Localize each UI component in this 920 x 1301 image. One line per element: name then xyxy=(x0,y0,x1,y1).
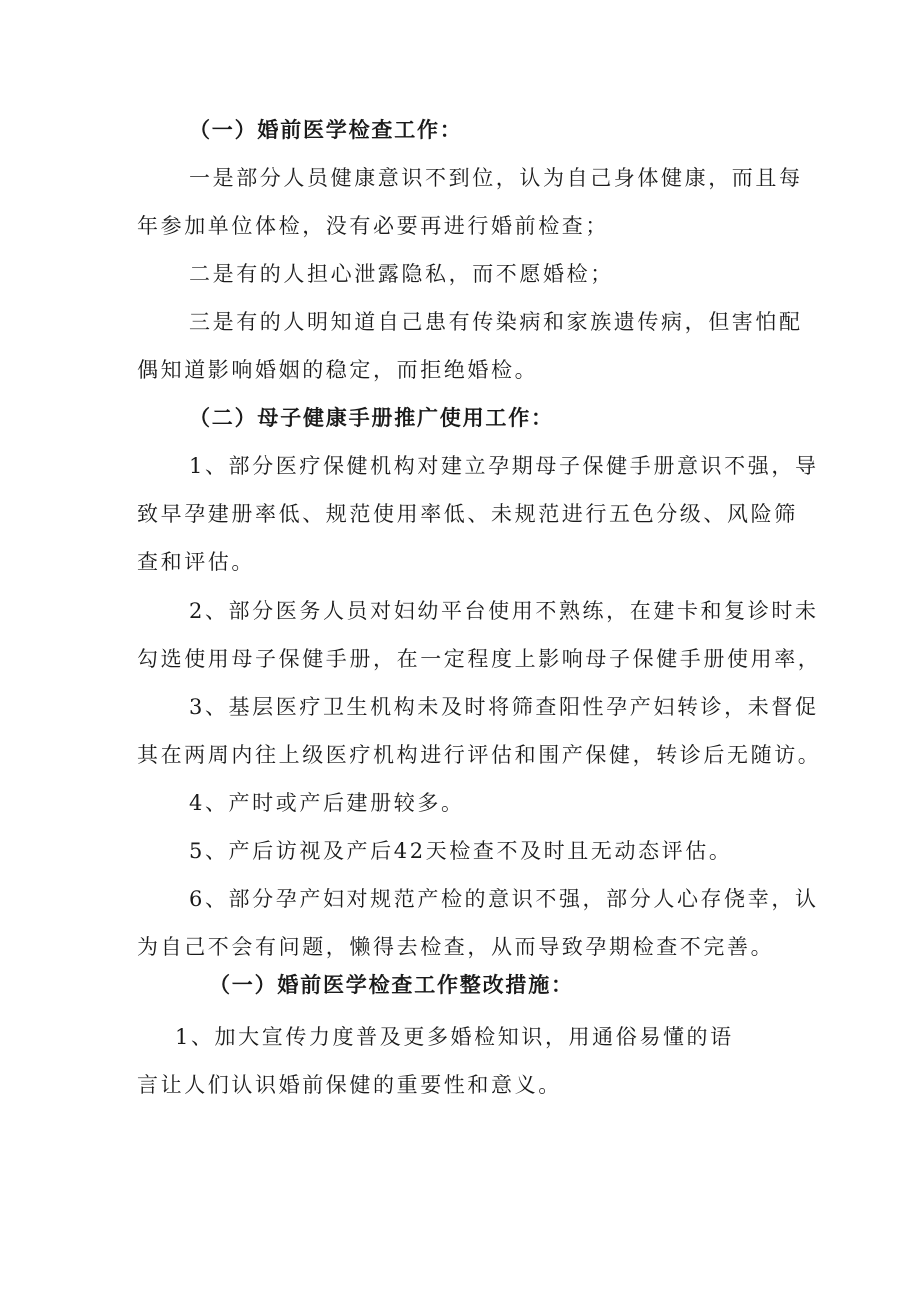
section-heading-premarital-exam: （一）婚前医学检查工作： xyxy=(189,117,463,142)
paragraph-line: 致早孕建册率低、规范使用率低、未规范进行五色分级、风险筛 xyxy=(137,502,798,526)
paragraph-line: 勾选使用母子保健手册，在一定程度上影响母子保健手册使用率， xyxy=(137,647,822,671)
paragraph-line: 三是有的人明知道自己患有传染病和家族遗传病，但害怕配 xyxy=(189,310,803,334)
paragraph-line: 查和评估。 xyxy=(137,550,255,574)
paragraph-line: 3、基层医疗卫生机构未及时将筛查阳性孕产妇转诊，未督促 xyxy=(189,695,819,719)
paragraph-line: 1、加大宣传力度普及更多婚检知识，用通俗易懂的语 xyxy=(175,1025,734,1049)
paragraph-line: 1、部分医疗保健机构对建立孕期母子保健手册意识不强，导 xyxy=(189,454,819,478)
paragraph-line: 6、部分孕产妇对规范产检的意识不强，部分人心存侥幸，认 xyxy=(189,887,819,911)
paragraph-line: 二是有的人担心泄露隐私，而不愿婚检； xyxy=(189,262,614,286)
section-heading-rectification: （一）婚前医学检查工作整改措施： xyxy=(209,972,574,997)
paragraph-line: 其在两周内往上级医疗机构进行评估和围产保健，转诊后无随访。 xyxy=(137,743,822,767)
paragraph-line: 年参加单位体检，没有必要再进行婚前检查； xyxy=(137,214,609,238)
paragraph-line: 5、产后访视及产后42天检查不及时且无动态评估。 xyxy=(189,839,733,863)
paragraph-line: 4、产时或产后建册较多。 xyxy=(189,791,465,815)
paragraph-line: 言让人们认识婚前保健的重要性和意义。 xyxy=(137,1073,562,1097)
paragraph-line: 2、部分医务人员对妇幼平台使用不熟练，在建卡和复诊时未 xyxy=(189,599,819,623)
paragraph-line: 为自己不会有问题，懒得去检查，从而导致孕期检查不完善。 xyxy=(137,935,775,959)
paragraph-line: 一是部分人员健康意识不到位，认为自己身体健康，而且每 xyxy=(189,166,803,190)
paragraph-line: 偶知道影响婚姻的稳定，而拒绝婚检。 xyxy=(137,358,539,382)
section-heading-handbook: （二）母子健康手册推广使用工作： xyxy=(189,405,554,430)
